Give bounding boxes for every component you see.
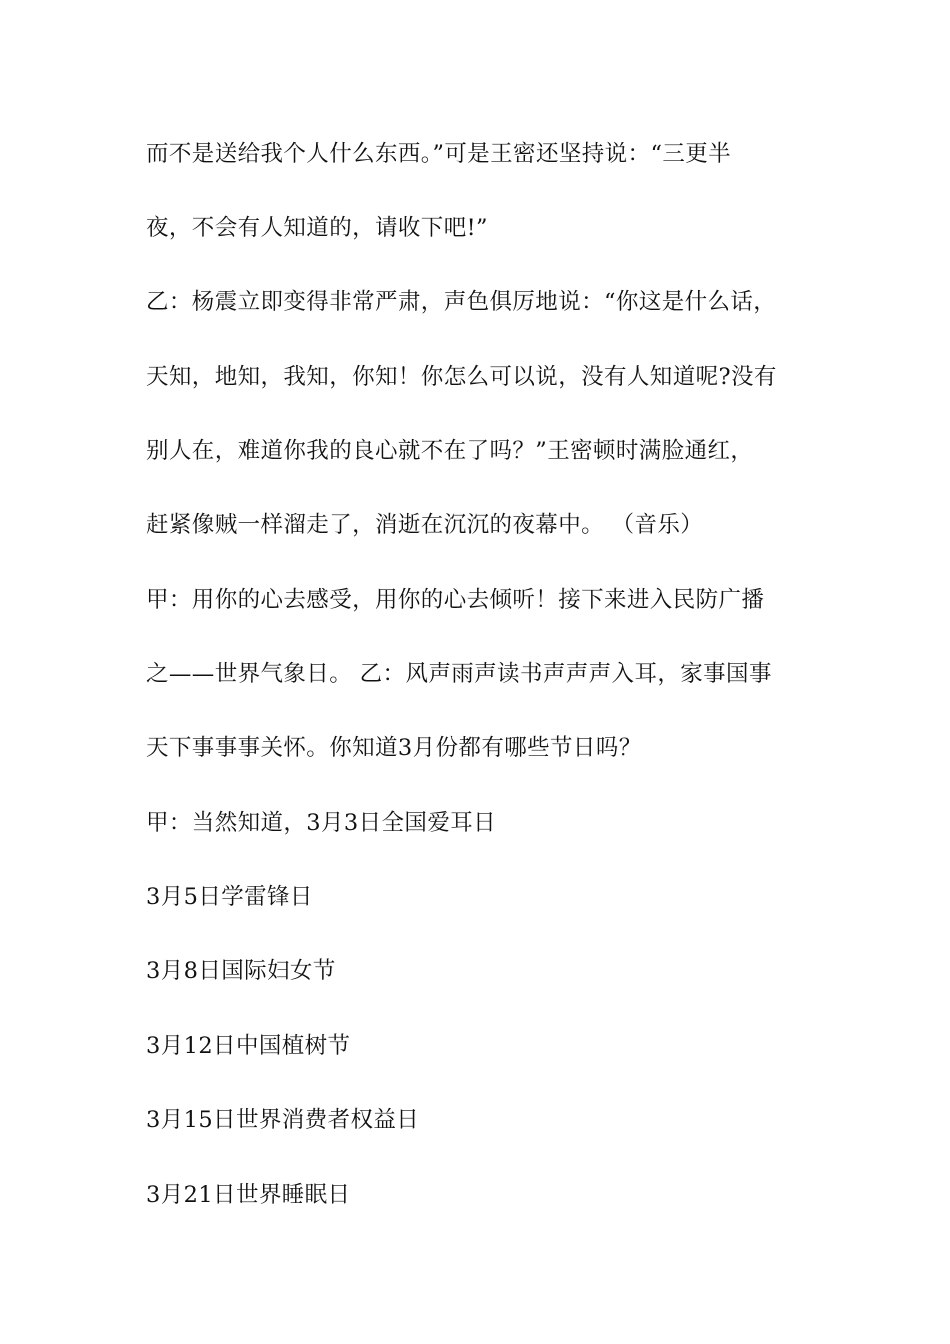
paragraph-line: 而不是送给我个人什么东西。”可是王密还坚持说：“三更半 [146, 141, 732, 167]
list-item: 3月5日学雷锋日 [146, 884, 313, 910]
paragraph-line: 之——世界气象日。 乙：风声雨声读书声声声入耳，家事国事 [146, 661, 772, 687]
paragraph-line: 赶紧像贼一样溜走了，消逝在沉沉的夜幕中。 （音乐） [146, 512, 704, 538]
dialogue-line: 甲：当然知道，3月3日全国爱耳日 [146, 810, 497, 836]
list-item: 3月21日世界睡眠日 [146, 1182, 351, 1208]
list-item: 3月8日国际妇女节 [146, 958, 336, 984]
list-item: 3月15日世界消费者权益日 [146, 1107, 420, 1133]
list-item: 3月12日中国植树节 [146, 1033, 351, 1059]
paragraph-line: 别人在，难道你我的良心就不在了吗？”王密顿时满脸通红， [146, 438, 754, 464]
paragraph-line: 夜，不会有人知道的，请收下吧!” [146, 215, 488, 241]
paragraph-line: 天下事事事关怀。你知道3月份都有哪些节日吗？ [146, 735, 642, 761]
dialogue-line: 甲：用你的心去感受，用你的心去倾听！接下来进入民防广播 [146, 587, 765, 613]
dialogue-line: 乙：杨震立即变得非常严肃，声色俱厉地说：“你这是什么话， [146, 289, 777, 315]
paragraph-line: 天知，地知，我知，你知！你怎么可以说，没有人知道呢?没有 [146, 364, 777, 390]
